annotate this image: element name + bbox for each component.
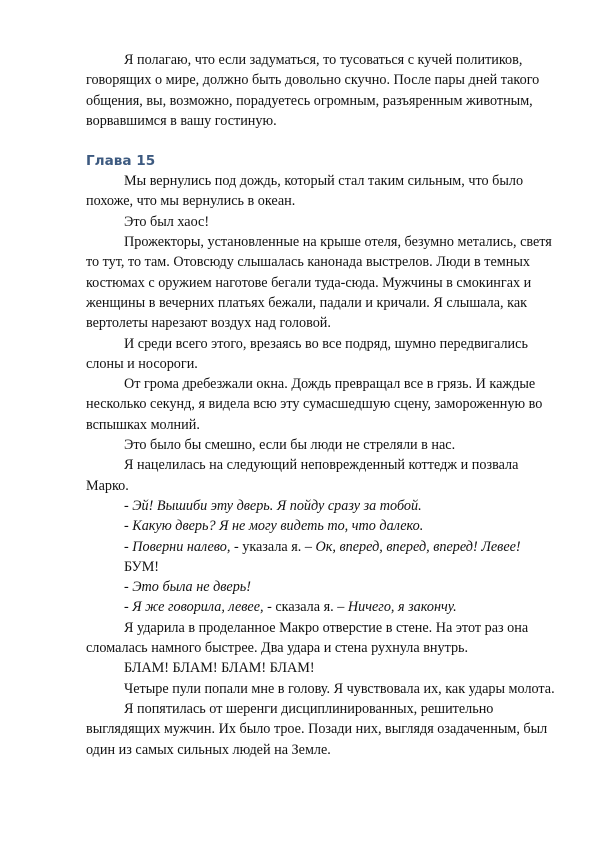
intro-paragraph xyxy=(86,50,540,131)
text-line: несколько секунд, я видела всю эту сумасшедшую сцену, замороженную во xyxy=(86,396,543,413)
dialogue-text: - Это была не дверь! xyxy=(124,579,251,596)
text-line: вспышках молний. xyxy=(86,416,200,433)
text-line: Я попятилась от шеренги дисциплинированных, решительно xyxy=(124,700,494,717)
text-line: Марко. xyxy=(86,477,129,494)
paragraph-7 xyxy=(86,455,518,496)
dialogue-text: Ок, вперед, вперед, вперед! Левее! xyxy=(315,538,521,555)
paragraph-4 xyxy=(86,334,528,375)
text-line: слоны и носороги. xyxy=(86,355,198,372)
text-line: Это был хаос! xyxy=(124,213,210,230)
dialogue-text: - Эй! Вышиби эту дверь. Я пойду сразу за тобой. xyxy=(124,497,422,514)
paragraph-1 xyxy=(86,171,524,212)
text-line: Мы вернулись под дождь, который стал таким сильным, что было xyxy=(124,173,524,190)
text-line: Я полагаю, что если задуматься, то тусоваться с кучей политиков, xyxy=(124,52,523,68)
paragraph-3 xyxy=(86,232,552,333)
text-line: говорящих о мире, должно быть довольно скучно. После пары дней такого xyxy=(86,72,540,89)
paragraph-5 xyxy=(86,374,543,435)
paragraph-8 xyxy=(86,618,529,659)
text-line: костюмах с оружием наготове бегали туда-сюда. Мужчины в смокингах и xyxy=(86,274,532,291)
document-page xyxy=(86,50,555,760)
sound-bum xyxy=(86,557,518,577)
text-line: вертолеты нарезают воздух над головой. xyxy=(86,315,331,332)
dialogue-2 xyxy=(86,516,518,536)
dialogue-text: - Я же говорила, левее, xyxy=(124,599,264,616)
dialogue-text: - Поверни налево, xyxy=(124,538,231,555)
text-line: выглядящих мужчин. Их было трое. Позади них, выглядя озадаченным, был xyxy=(86,721,548,738)
dialogue-5 xyxy=(86,597,518,617)
text-line: Четыре пули попали мне в голову. Я чувствовала их, как удары молота. xyxy=(124,680,555,697)
paragraph-9 xyxy=(86,679,555,699)
text-line: От грома дребезжали окна. Дождь превращал все в грязь. И каждые xyxy=(124,376,536,393)
text-line: Я ударила в проделанное Макро отверстие в стене. На этот раз она xyxy=(124,619,529,636)
paragraph-10 xyxy=(86,699,548,760)
text-line: БЛАМ! БЛАМ! БЛАМ! БЛАМ! xyxy=(124,660,315,677)
dialogue-1 xyxy=(86,496,518,516)
sound-blam xyxy=(86,658,518,678)
dialogue-text: - Какую дверь? Я не могу видеть то, что далеко. xyxy=(124,518,424,535)
text-line: Это было бы смешно, если бы люди не стреляли в нас. xyxy=(124,437,456,454)
text-line: Прожекторы, установленные на крыше отеля, безумно метались, светя xyxy=(124,234,552,251)
text-line: Я нацелилась на следующий неповрежденный коттедж и позвала xyxy=(124,457,519,474)
dialogue-attribution: - сказала я. – xyxy=(263,599,348,616)
text-line: один из самых сильных людей на Земле. xyxy=(86,741,331,758)
dialogue-3 xyxy=(86,537,521,557)
chapter-heading: Глава 15 xyxy=(86,153,156,170)
text-line: женщины в вечерних платьях бежали, падали и кричали. Я слышала, как xyxy=(86,294,528,311)
text-line: похоже, что мы вернулись в океан. xyxy=(86,193,296,210)
text-line: общения, вы, возможно, порадуетесь огромным, разъяренным животным, xyxy=(86,92,533,109)
paragraph-2 xyxy=(86,212,518,232)
text-line: И среди всего этого, врезаясь во все подряд, шумно передвигались xyxy=(124,335,528,352)
dialogue-4 xyxy=(86,577,518,597)
text-line: БУМ! xyxy=(124,558,160,575)
text-line: ворвавшимся в вашу гостиную. xyxy=(86,112,277,129)
dialogue-attribution: - указала я. – xyxy=(230,538,316,555)
text-line: сломалась намного быстрее. Два удара и стена рухнула внутрь. xyxy=(86,640,469,657)
dialogue-text: Ничего, я закончу. xyxy=(347,599,457,616)
paragraph-6 xyxy=(86,435,518,455)
text-line: то тут, то там. Отовсюду слышалась канонада выстрелов. Люди в темных xyxy=(86,254,531,271)
